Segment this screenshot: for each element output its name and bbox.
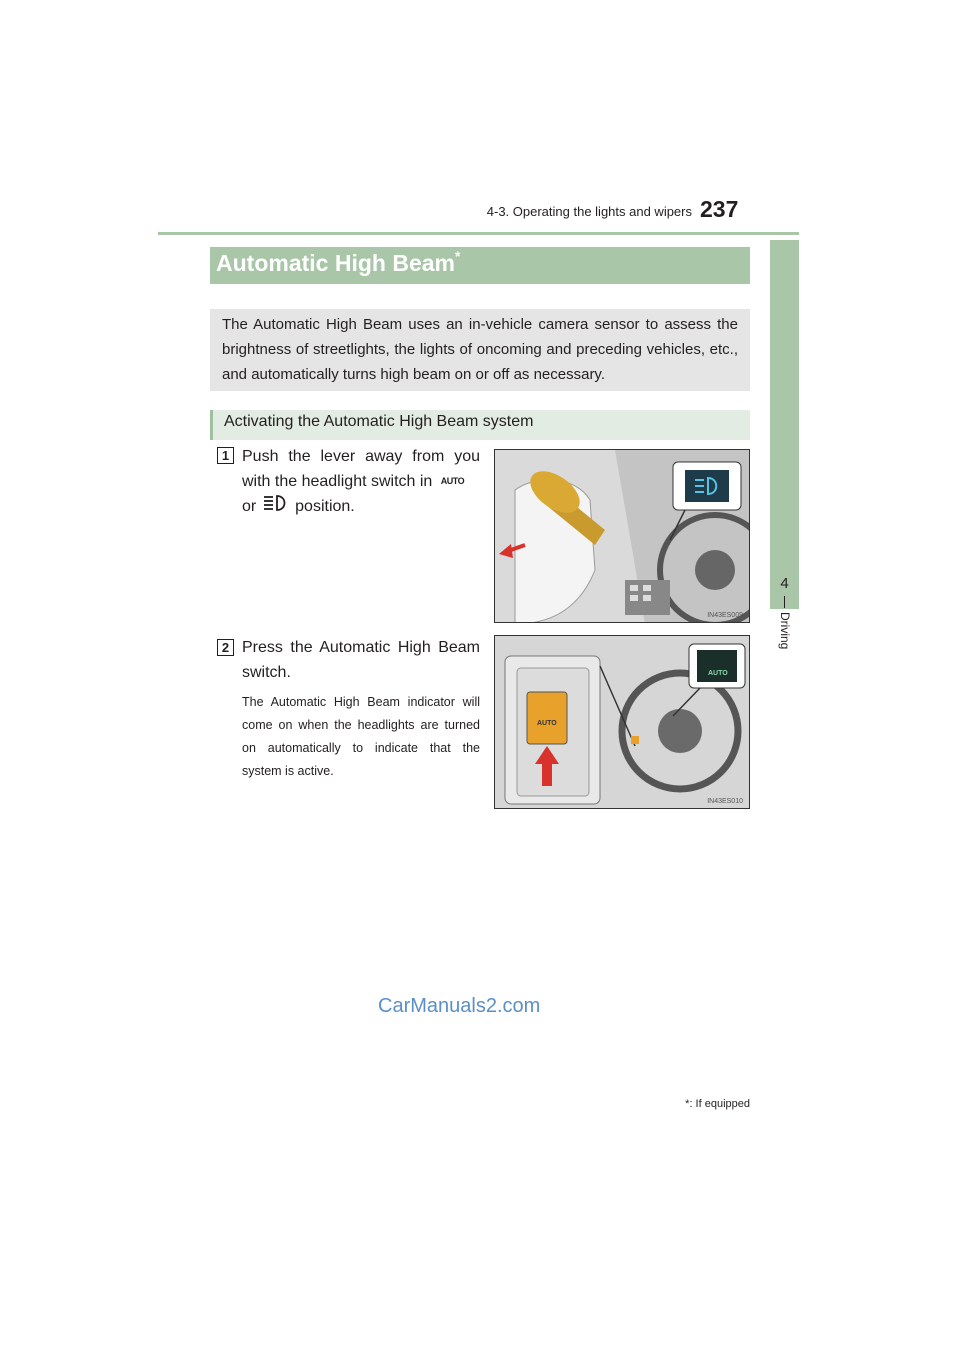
step-2-illustration (494, 635, 750, 809)
page-title-text: Automatic High Beam (216, 250, 455, 276)
chapter-tab (770, 240, 799, 609)
subsection-accent (210, 410, 213, 440)
headlight-icon (261, 494, 291, 520)
section-title: 4-3. Operating the lights and wipers (486, 204, 692, 219)
footnote (620, 1098, 750, 1110)
subsection-title: Activating the Automatic High Beam system (224, 413, 534, 430)
auto-icon: AUTO (440, 476, 465, 487)
header-rule (158, 232, 799, 235)
step-2-note: The Automatic High Beam indicator will come on when the headlights are turned on automatically to indicate that the system is active. (242, 695, 480, 778)
page-number: 237 (700, 196, 739, 222)
step-1-text (242, 444, 480, 520)
footnote-marker: * (685, 1098, 690, 1110)
step-1-illustration (494, 449, 750, 623)
indicator-label: AUTO (708, 670, 728, 677)
step-2-badge: 2 (217, 639, 234, 656)
step-2-image-code: IN43ES010 (707, 798, 743, 805)
auto-switch-label: AUTO (537, 720, 557, 727)
chapter-divider (784, 596, 785, 608)
chapter-label: Driving (778, 612, 792, 650)
page-title (216, 250, 460, 277)
watermark: CarManuals2.com (378, 995, 541, 1017)
step-1-text-b: or (242, 498, 257, 516)
footnote-text: : If equipped (689, 1098, 750, 1110)
step-1-text-c: position. (295, 498, 355, 516)
step-1-badge: 1 (217, 447, 234, 464)
chapter-number: 4 (780, 575, 789, 592)
equipped-marker: * (454, 248, 461, 264)
intro-text: The Automatic High Beam uses an in-vehicle camera sensor to assess the brightness of streetlights, the lights of oncoming and preceding vehicles, etc., and automatically turns high beam on or off as necessary. (222, 316, 738, 383)
step-1-image-code: IN43ES009 (707, 612, 743, 619)
step-1-text-a: Push the lever away from you with the headlight switch in (242, 448, 480, 490)
step-2-text: Press the Automatic High Beam switch. (242, 639, 480, 681)
